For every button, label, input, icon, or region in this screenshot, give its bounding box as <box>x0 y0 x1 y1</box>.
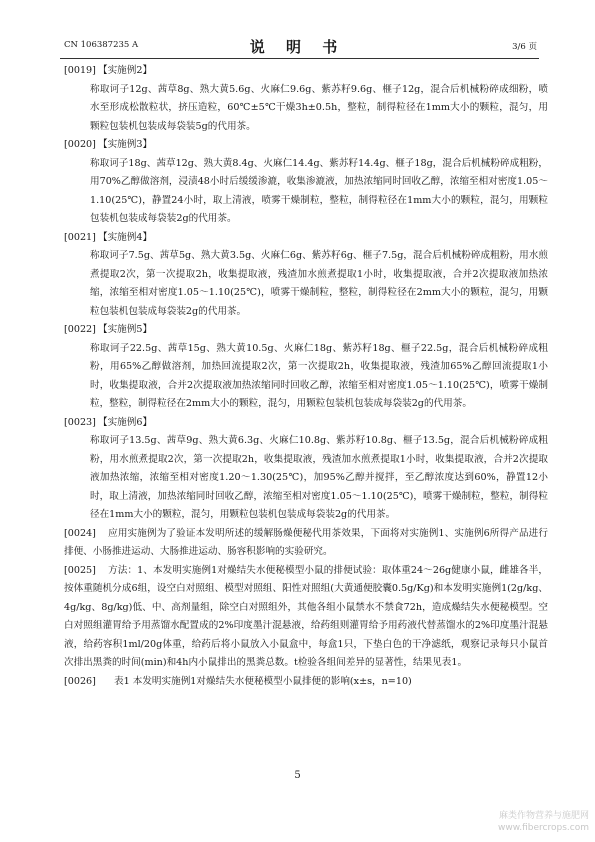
watermark-url: www.fibercrops.com <box>498 823 589 833</box>
paragraph-text: 方法：1、本发明实施例1对燥结失水便秘模型小鼠的排便试验：取体重24～26g健康小鼠，雌雄各半，按体重随机分成6组，设空白对照组、模型对照组、阳性对照组(大黄通便胶囊0.5g/Kg)和本发明实施例1(2g/kg、4g/kg、8g/kg)低、中、高剂量组，除空白对照组外，其他各组小鼠禁水不禁食72h，造成燥结失水便秘模型。空白对照组灌胃给予用蒸馏水配置成的2%印度墨汁混悬液，给药组则灌胃给予用药液代替蒸馏水的2%印度墨汁混悬液，给药容积1ml/20g体重，给药后将小鼠放入小鼠盒中，每盒1只，下垫白色的干净滤纸，观察记录每只小鼠首次排出黑粪的时间(min)和4h内小鼠排出的黑粪总数。t检验各组间差异的显著性，结果见表1。 <box>64 564 548 668</box>
paragraph-0025 <box>64 562 548 673</box>
example-heading: 【实施例6】 <box>98 416 153 428</box>
paragraph-tag: [0021] <box>64 231 96 243</box>
paragraph-tag: [0023] <box>64 416 96 428</box>
page-number: 5 <box>294 770 301 781</box>
paragraph-text: 称取诃子12g、茜草8g、熟大黄5.6g、火麻仁9.6g、紫苏籽9.6g、榧子12g，混合后机械粉碎成细粉，喷水至形成松散粒状，挤压造粒，60℃±5℃干燥3h±0.5h，整粒，制得粒径在1mm大小的颗粒，混匀，用颗粒包装机包装成每袋装5g的代用茶。 <box>90 83 548 132</box>
example-heading: 【实施例5】 <box>98 324 153 335</box>
paragraph-tag: [0026] <box>64 675 96 687</box>
document-body <box>64 62 548 691</box>
paragraph-0021 <box>64 229 548 322</box>
paragraph-text: 称取诃子22.5g、茜草15g、熟大黄10.5g、火麻仁18g、紫苏籽18g、榧子22.5g，混合后机械粉碎成粗粉，用65%乙醇做溶剂，加热回流提取2次，第一次提取2h，收集提取液，残渣加65%乙醇回流提取1小时，收集提取液，合并2次提取液加热浓缩同时回收乙醇，浓缩至相对密度1.05～1.10(25℃)，喷雾干燥制粒，整粒，制得粒径在2mm大小的颗粒，混匀，用颗粒包装机包装成每袋装2g的代用茶。 <box>90 342 548 409</box>
paragraph-text: 称取诃子13.5g、茜草9g、熟大黄6.3g、火麻仁10.8g、紫苏籽10.8g、榧子13.5g，混合后机械粉碎成粗粉，用水煎煮提取2次，第一次提取2h，收集提取液，残渣加水煎煮提取1小时，收集提取液，合并2次提取液加热浓缩，浓缩至相对密度1.20～1.30(25℃)，加95%乙醇并搅拌，至乙醇浓度达到60%，静置12小时，取上清液，加热浓缩同时回收乙醇，浓缩至相对密度1.05～1.10(25℃)，喷雾干燥制粒，整粒，制得粒径在1mm大小的颗粒，混匀，用颗粒包装机包装成每袋装2g的代用茶。 <box>90 435 548 520</box>
paragraph-tag: [0022] <box>64 324 96 335</box>
table-caption: 表1 本发明实施例1对燥结失水便秘模型小鼠排便的影响(x±s，n=10) <box>114 675 412 687</box>
watermark-title: 麻类作物营养与施肥网 <box>498 811 589 821</box>
document-title: 说 明 书 <box>249 38 346 56</box>
paragraph-0023 <box>64 414 548 525</box>
patent-number: CN 106387235 A <box>64 40 139 50</box>
paragraph-0019 <box>64 62 548 136</box>
paragraph-tag: [0024] <box>64 527 96 539</box>
paragraph-tag: [0019] <box>64 65 96 76</box>
paragraph-tag: [0020] <box>64 139 96 150</box>
page-info: 3/6 页 <box>512 42 537 52</box>
example-heading: 【实施例2】 <box>98 65 153 76</box>
example-heading: 【实施例4】 <box>98 231 153 243</box>
paragraph-text: 应用实施例为了验证本发明所述的缓解肠燥便秘代用茶效果，下面将对实施例1、实施例6所得产品进行排便、小肠推进运动、大肠推进运动、肠容积影响的实验研究。 <box>64 527 548 557</box>
paragraph-tag: [0025] <box>64 564 96 576</box>
paragraph-0026 <box>64 673 548 692</box>
paragraph-0020 <box>64 136 548 229</box>
paragraph-0024 <box>64 525 548 562</box>
example-heading: 【实施例3】 <box>98 139 153 150</box>
paragraph-text: 称取诃子18g、茜草12g、熟大黄8.4g、火麻仁14.4g、紫苏籽14.4g、榧子18g，混合后机械粉碎成粗粉，用70%乙醇做溶剂，浸渍48小时后缓缓渗漉，收集渗漉液，加热浓缩同时回收乙醇，浓缩至相对密度1.05～1.10(25℃)，静置24小时，取上清液，喷雾干燥制粒，整粒，制得粒径在1mm大小的颗粒，混匀，用颗粒包装机包装成每袋装2g的代用茶。 <box>90 157 548 224</box>
watermark <box>498 810 589 834</box>
page-header <box>56 36 539 56</box>
paragraph-0022 <box>64 321 548 414</box>
paragraph-text: 称取诃子7.5g、茜草5g、熟大黄3.5g、火麻仁6g、紫苏籽6g、榧子7.5g，混合后机械粉碎成粗粉，用水煎煮提取2次，第一次提取2h，收集提取液，残渣加水煎煮提取1小时，收集提取液，合并2次提取液加热浓缩，浓缩至相对密度1.05～1.10(25℃)，喷雾干燥制粒，整粒，制得粒径在2mm大小的颗粒，混匀，用颗粒包装机包装成每袋装2g的代用茶。 <box>90 250 548 317</box>
header-divider <box>60 58 539 59</box>
